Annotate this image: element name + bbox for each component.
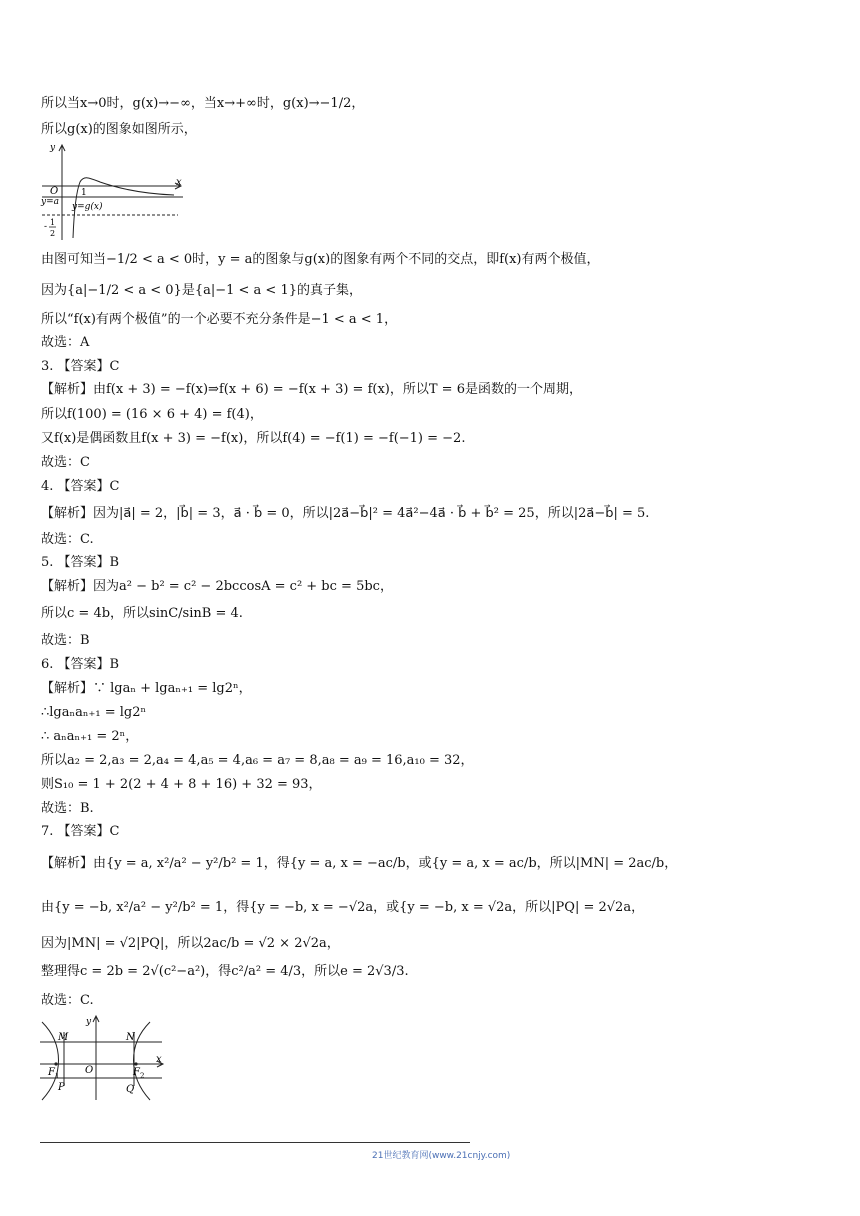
- text-line: 由{y = −b, x²/a² − y²/b² = 1，得{y = −b, x = −√2a，或{y = −b, x = √2a，所以|PQ| = 2√2a，: [41, 900, 645, 915]
- focus-f1-subscript: 1: [55, 1072, 60, 1080]
- focus-f2-subscript: 2: [140, 1072, 145, 1080]
- footer-link[interactable]: 21世纪教育网(www.21cnjy.com): [372, 1151, 511, 1161]
- x-axis-label: x: [176, 177, 182, 188]
- text-line: 【解析】因为|a⃗| = 2，|b⃗| = 3，a⃗ · b⃗ = 0，所以|2a⃗−b⃗|² = 4a⃗²−4a⃗ · b⃗ + b⃗² = 25，所以|2a⃗−b⃗| = 5.: [41, 506, 650, 521]
- text-line: 因为{a|−1/2 < a < 0}是{a|−1 < a < 1}的真子集，: [41, 283, 362, 298]
- point-n-label: N: [126, 1032, 135, 1043]
- text-line: 由图可知当−1/2 < a < 0时，y = a的图象与g(x)的图象有两个不同的交点，即f(x)有两个极值，: [41, 252, 600, 267]
- footer-divider: [40, 1142, 470, 1143]
- text-line: 所以a₂ = 2,a₃ = 2,a₄ = 4,a₅ = 4,a₆ = a₇ = 8,a₈ = a₉ = 16,a₁₀ = 32，: [41, 753, 474, 768]
- text-line: 故选：C: [41, 455, 90, 470]
- text-line: ∴lgaₙaₙ₊₁ = lg2ⁿ: [41, 705, 147, 720]
- text-line: 【解析】因为a² − b² = c² − 2bccosA = c² + bc = 5bc，: [41, 579, 393, 594]
- hyperbola-figure: [38, 1014, 168, 1102]
- text-line: 因为|MN| = √2|PQ|，所以2ac/b = √2 × 2√2a，: [41, 936, 340, 951]
- text-line: 3. 【答案】C: [41, 359, 120, 374]
- neg-half-bottom: 2: [50, 229, 56, 238]
- curve-label: y=g(x): [72, 202, 103, 212]
- point-q-label: Q: [126, 1084, 135, 1095]
- text-line: 所以g(x)的图象如图所示，: [41, 122, 197, 137]
- text-line: 所以“f(x)有两个极值”的一个必要不充分条件是−1 < a < 1，: [41, 312, 398, 327]
- line-ya-label: y=a: [41, 197, 59, 207]
- text-line: 故选：B.: [41, 801, 94, 816]
- origin-label: O: [50, 186, 59, 197]
- neg-sign-label: -: [44, 222, 48, 232]
- point-p-label: P: [58, 1082, 65, 1093]
- text-line: 则S₁₀ = 1 + 2(2 + 4 + 8 + 16) + 32 = 93，: [41, 777, 322, 792]
- graph-g-figure: [38, 142, 198, 242]
- text-line: 【解析】∵ lgaₙ + lgaₙ₊₁ = lg2ⁿ，: [41, 681, 252, 696]
- focus-f1-label: F: [48, 1067, 55, 1078]
- text-line: 故选：C.: [41, 993, 94, 1008]
- x-axis-label: x: [156, 1054, 162, 1065]
- text-line: 整理得c = 2b = 2√(c²−a²)，得c²/a² = 4/3，所以e = 2√3/3.: [41, 964, 409, 979]
- text-line: 【解析】由f(x + 3) = −f(x)⇒f(x + 6) = −f(x + 3) = f(x)，所以T = 6是函数的一个周期，: [41, 382, 582, 397]
- y-axis-label: y: [50, 143, 56, 153]
- origin-label: O: [85, 1065, 94, 1076]
- text-line: 所以当x→0时，g(x)→−∞，当x→+∞时，g(x)→−1/2，: [41, 96, 365, 111]
- text-line: 所以f(100) = (16 × 6 + 4) = f(4)，: [41, 407, 263, 422]
- text-line: 所以c = 4b，所以sinC/sinB = 4.: [41, 606, 243, 621]
- text-line: ∴ aₙaₙ₊₁ = 2ⁿ，: [41, 729, 139, 744]
- text-line: 故选：B: [41, 633, 90, 648]
- text-line: 5. 【答案】B: [41, 555, 120, 570]
- tick-one-label: 1: [81, 188, 87, 198]
- text-line: 6. 【答案】B: [41, 657, 120, 672]
- text-line: 7. 【答案】C: [41, 824, 120, 839]
- text-line: 【解析】由{y = a, x²/a² − y²/b² = 1，得{y = a, x = −ac/b，或{y = a, x = ac/b，所以|MN| = 2ac/b，: [41, 856, 678, 871]
- text-line: 4. 【答案】C: [41, 479, 120, 494]
- text-line: 故选：A: [41, 335, 90, 350]
- text-line: 又f(x)是偶函数且f(x + 3) = −f(x)，所以f(4) = −f(1) = −f(−1) = −2.: [41, 431, 466, 446]
- y-axis-label: y: [86, 1017, 92, 1027]
- point-m-label: M: [58, 1032, 69, 1043]
- neg-half-top: 1: [50, 218, 56, 227]
- text-line: 故选：C.: [41, 532, 94, 547]
- focus-f2-label: F: [133, 1067, 140, 1078]
